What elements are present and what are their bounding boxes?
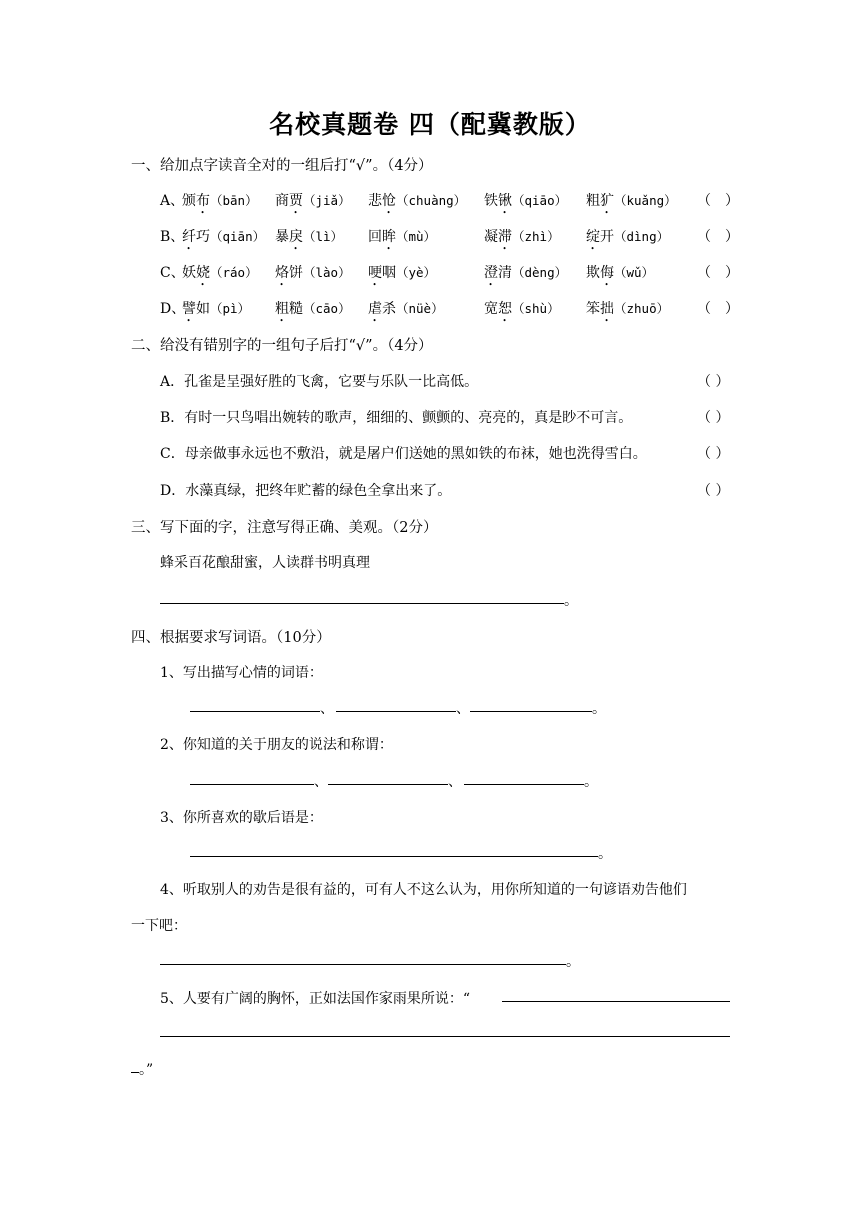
q4-sub4-blank[interactable]	[160, 964, 566, 965]
word-char: 颁	[182, 193, 196, 209]
dotted-char: 怆	[382, 193, 396, 209]
dotted-char: 戾	[289, 229, 303, 245]
q4-sub4-prompt-cont: 一下吧：	[131, 918, 187, 934]
q4-sub5-blank-1[interactable]	[502, 1001, 730, 1002]
q2-option-d: D．水藻真绿，把终年贮蓄的绿色全拿出来了。	[160, 483, 452, 499]
q3-writing-line[interactable]	[160, 603, 564, 604]
pinyin: （mù）	[396, 229, 437, 244]
q1-word-item	[484, 298, 560, 325]
dotted-char: 恕	[498, 301, 512, 317]
pinyin: （chuàng）	[396, 193, 467, 208]
q4-sub1-blank-3[interactable]	[470, 711, 592, 712]
q4-sub3-blank[interactable]	[190, 856, 598, 857]
word-char: 商	[275, 193, 289, 209]
q4-heading: 四、根据要求写词语。（10分）	[131, 630, 331, 646]
dotted-char: 哽	[368, 265, 382, 281]
word-char: 糙	[289, 301, 303, 317]
q2-heading: 二、给没有错别字的一组句子后打“√”。（4分）	[131, 338, 433, 354]
q1-word-item	[275, 298, 351, 325]
q4-sub2-sep-2: 、	[448, 774, 462, 790]
q1-answer-box[interactable]: （ ）	[697, 265, 739, 281]
q2-answer-box-c[interactable]: （ ）	[697, 446, 730, 462]
q4-sub1-sep-1: 、	[320, 701, 334, 717]
q2-option-b: B．有时一只鸟唱出婉转的歌声，细细的、颤颤的、亮亮的，真是眇不可言。	[160, 410, 633, 426]
q2-answer-box-a[interactable]: （ ）	[697, 374, 730, 390]
q4-sub5-prompt: 5、人要有广阔的胸怀，正如法国作家雨果所说：“	[160, 991, 471, 1007]
word-char: 暴	[275, 229, 289, 245]
q4-sub2-blank-3[interactable]	[464, 784, 584, 785]
q4-sub4-prompt: 4、听取别人的劝告是很有益的，可有人不这么认为，用你所知道的一句谚语劝告他们	[160, 882, 687, 898]
dotted-char: 粗	[275, 301, 289, 317]
pinyin: （pì）	[210, 301, 251, 316]
pinyin: （kuǎng）	[614, 193, 677, 208]
word-char: 铁	[484, 193, 498, 209]
pinyin: （qiān）	[210, 229, 266, 244]
q1-answer-box[interactable]: （ ）	[697, 229, 739, 245]
word-char: 笨	[586, 301, 600, 317]
q1-option-label: A、	[160, 193, 185, 209]
pinyin: （shù）	[512, 301, 560, 316]
q4-sub3-period: 。	[598, 846, 612, 862]
pinyin: （zhì）	[512, 229, 560, 244]
q4-sub2-prompt: 2、你知道的关于朋友的说法和称谓：	[160, 737, 393, 753]
word-char: 开	[600, 229, 614, 245]
dotted-char: 绽	[586, 229, 600, 245]
word-char: 宽	[484, 301, 498, 317]
dotted-char: 澄	[484, 265, 498, 281]
q2-option-a: A．孔雀是呈强好胜的飞禽，它要与乐队一比高低。	[160, 374, 479, 390]
word-char: 咽	[382, 265, 396, 281]
word-char: 如	[196, 301, 210, 317]
dotted-char: 烙	[275, 265, 289, 281]
dotted-char: 锹	[498, 193, 512, 209]
q1-answer-box[interactable]: （ ）	[697, 301, 739, 317]
word-char: 凝	[484, 229, 498, 245]
q4-sub2-blank-1[interactable]	[190, 784, 314, 785]
q4-sub1-blank-2[interactable]	[336, 711, 456, 712]
q1-word-item	[275, 262, 351, 289]
q4-sub2-sep-1: 、	[314, 774, 328, 790]
word-char: 巧	[196, 229, 210, 245]
q4-sub2-blank-2[interactable]	[328, 784, 448, 785]
q1-answer-box[interactable]: （ ）	[697, 193, 739, 209]
q2-answer-box-d[interactable]: （ ）	[697, 483, 730, 499]
word-char: 清	[498, 265, 512, 281]
pinyin: （cāo）	[303, 301, 351, 316]
q1-heading: 一、给加点字读音全对的一组后打“√”。（4分）	[131, 158, 433, 174]
pinyin: （lào）	[303, 265, 351, 280]
q3-copy-text: 蜂采百花酿甜蜜，人读群书明真理	[160, 555, 370, 571]
word-char: 粗	[586, 193, 600, 209]
pinyin: （lì）	[303, 229, 344, 244]
q2-option-c: C．母亲做事永远也不敷沿，就是屠户们送她的黑如铁的布袜，她也洗得雪白。	[160, 446, 647, 462]
dotted-char: 布	[196, 193, 210, 209]
pinyin: （bān）	[210, 193, 258, 208]
q1-word-item	[586, 190, 677, 217]
q1-word-item	[484, 262, 567, 289]
q4-sub1-sep-2: 、	[456, 701, 470, 717]
dotted-char: 犷	[600, 193, 614, 209]
pinyin: （zhuō）	[614, 301, 670, 316]
q4-sub5-period: 。”	[139, 1062, 154, 1078]
word-char: 妖	[182, 265, 196, 281]
word-char: 饼	[289, 265, 303, 281]
word-char: 悲	[368, 193, 382, 209]
dotted-char: 娆	[196, 265, 210, 281]
word-char: 欺	[586, 265, 600, 281]
q4-sub1-prompt: 1、写出描写心情的词语：	[160, 665, 323, 681]
q4-sub4-period: 。	[566, 954, 580, 970]
pinyin: （ráo）	[210, 265, 258, 280]
dotted-char: 贾	[289, 193, 303, 209]
q1-word-item	[182, 262, 258, 289]
q2-answer-box-b[interactable]: （ ）	[697, 410, 730, 426]
dotted-char: 虐	[368, 301, 382, 317]
q4-sub2-period: 。	[584, 774, 598, 790]
page-title: 名校真题卷 四（配冀教版）	[269, 110, 591, 139]
pinyin: （qiāo）	[512, 193, 568, 208]
q1-word-item	[484, 190, 567, 217]
dotted-char: 侮	[600, 265, 614, 281]
q1-option-label: B、	[160, 229, 185, 245]
q1-word-item	[368, 190, 466, 217]
dotted-char: 眸	[382, 229, 396, 245]
q4-sub5-blank-2[interactable]	[160, 1036, 730, 1037]
q1-word-item	[368, 262, 436, 289]
q1-word-item	[586, 226, 669, 253]
pinyin: （jiǎ）	[303, 193, 351, 208]
q1-word-item	[182, 298, 250, 325]
q4-sub3-prompt: 3、你所喜欢的歇后语是：	[160, 810, 323, 826]
word-char: 回	[368, 229, 382, 245]
dotted-char: 譬	[182, 301, 196, 317]
q1-option-label: C、	[160, 265, 185, 281]
q1-word-item	[275, 226, 343, 253]
q4-sub1-blank-1[interactable]	[190, 711, 320, 712]
pinyin: （dèng）	[512, 265, 568, 280]
q4-sub1-period: 。	[592, 701, 606, 717]
pinyin: （wǔ）	[614, 265, 655, 280]
dotted-char: 滞	[498, 229, 512, 245]
q1-word-item	[182, 226, 265, 253]
q3-heading: 三、写下面的字，注意写得正确、美观。（2分）	[131, 520, 438, 536]
word-char: 杀	[382, 301, 396, 317]
q1-word-item	[368, 298, 444, 325]
q1-word-item	[484, 226, 560, 253]
dotted-char: 纤	[182, 229, 196, 245]
q1-word-item	[368, 226, 436, 253]
dotted-char: 拙	[600, 301, 614, 317]
pinyin: （nüè）	[396, 301, 444, 316]
q1-word-item	[275, 190, 351, 217]
q1-option-label: D、	[160, 301, 186, 317]
q3-period: 。	[564, 593, 578, 609]
q1-word-item	[586, 262, 654, 289]
q1-word-item	[586, 298, 669, 325]
pinyin: （yè）	[396, 265, 437, 280]
q4-sub5-blank-3[interactable]	[131, 1072, 139, 1073]
pinyin: （dìng）	[614, 229, 670, 244]
q1-word-item	[182, 190, 258, 217]
